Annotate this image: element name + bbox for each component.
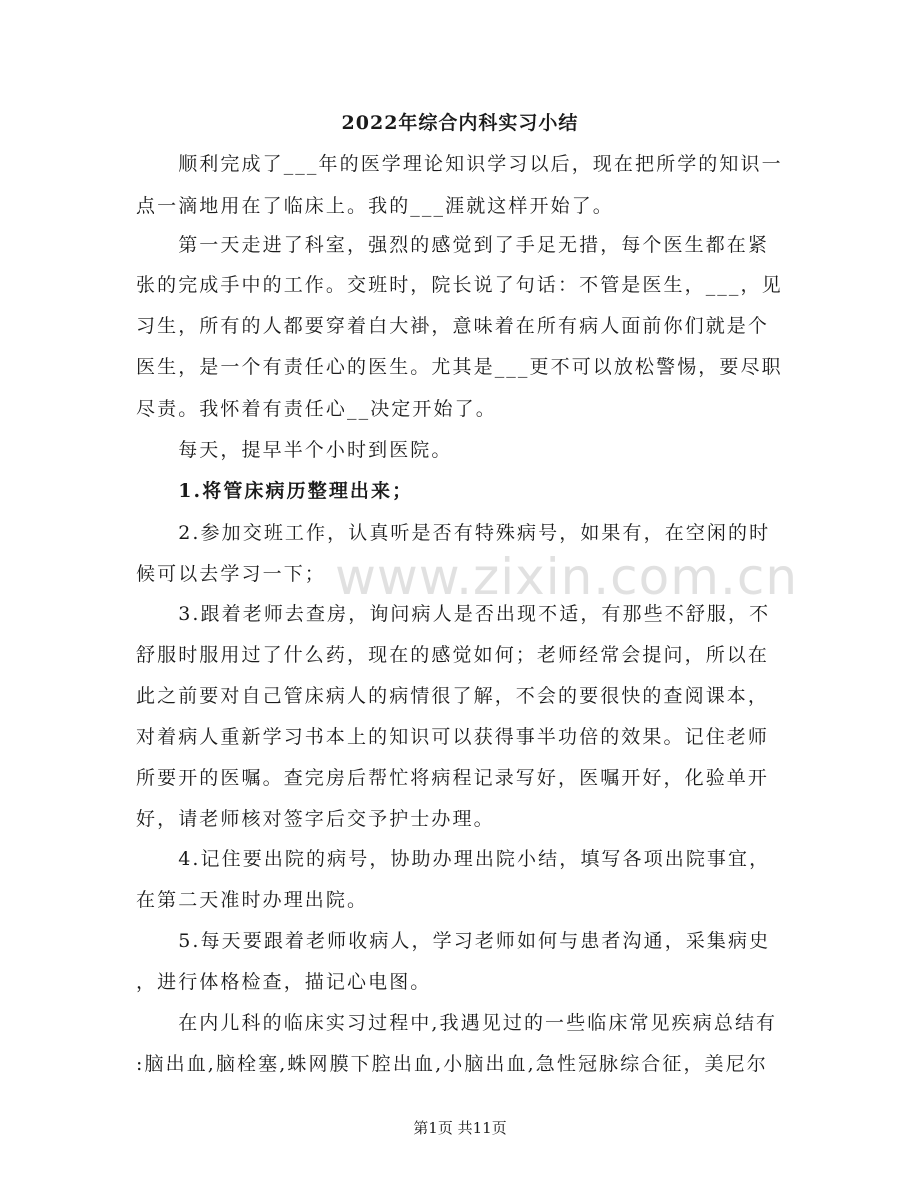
body-line: 第一天走进了科室，强烈的感觉到了手足无措，每个医生都在紧 bbox=[136, 234, 770, 256]
body-line: 点一滴地用在了临床上。我的___涯就这样开始了。 bbox=[136, 195, 614, 217]
body-line: 顺利完成了___年的医学理论知识学习以后，现在把所学的知识一 bbox=[136, 153, 783, 175]
body-line: 此之前要对自己管床病人的病情很了解，不会的要很快的查阅课本， bbox=[136, 685, 770, 707]
body-line: 对着病人重新学习书本上的知识可以获得事半功倍的效果。记住老师 bbox=[136, 726, 770, 748]
body-line: 所要开的医嘱。查完房后帮忙将病程记录写好，医嘱开好，化验单开 bbox=[136, 767, 770, 789]
body-line: 习生，所有的人都要穿着白大褂，意味着在所有病人面前你们就是个 bbox=[136, 315, 770, 337]
body-line: 尽责。我怀着有责任心__决定开始了。 bbox=[136, 398, 497, 420]
body-line: 3.跟着老师去查房，询问病人是否出现不适，有那些不舒服，不 bbox=[136, 603, 771, 625]
body-line: 2.参加交班工作，认真听是否有特殊病号，如果有，在空闲的时 bbox=[136, 522, 771, 544]
body-line: 医生，是一个有责任心的医生。尤其是___更不可以放松警惕，要尽职 bbox=[136, 356, 783, 378]
body-line: 每天，提早半个小时到医院。 bbox=[136, 439, 453, 461]
body-line: :脑出血,脑栓塞,蛛网膜下腔出血,小脑出血,急性冠脉综合征，美尼尔 bbox=[136, 1053, 768, 1075]
body-line: 好，请老师核对签字后交予护士办理。 bbox=[136, 808, 495, 830]
body-line-heading: 1.将管床病历整理出来； bbox=[136, 480, 414, 502]
body-line: 在第二天准时办理出院。 bbox=[136, 889, 369, 911]
page-footer: 第1页 共11页 bbox=[413, 1119, 507, 1137]
body-line: 5.每天要跟着老师收病人，学习老师如何与患者沟通，采集病史 bbox=[136, 930, 771, 952]
body-line: 张的完成手中的工作。交班时，院长说了句话：不管是医生，___，见 bbox=[136, 274, 783, 296]
body-line: 舒服时服用过了什么药，现在的感觉如何；老师经常会提问，所以在 bbox=[136, 644, 770, 666]
body-line: 候可以去学习一下； bbox=[136, 563, 326, 585]
body-line: 4.记住要出院的病号，协助办理出院小结，填写各项出院事宜， bbox=[136, 848, 771, 870]
watermark: www.zixin.com.cn bbox=[335, 548, 799, 606]
body-line: 在内儿科的临床实习过程中,我遇见过的一些临床常见疾病总结有 bbox=[136, 1012, 778, 1034]
body-line: ，进行体格检查，描记心电图。 bbox=[136, 971, 432, 993]
document-title: 2022年综合内科实习小结 bbox=[341, 112, 579, 134]
